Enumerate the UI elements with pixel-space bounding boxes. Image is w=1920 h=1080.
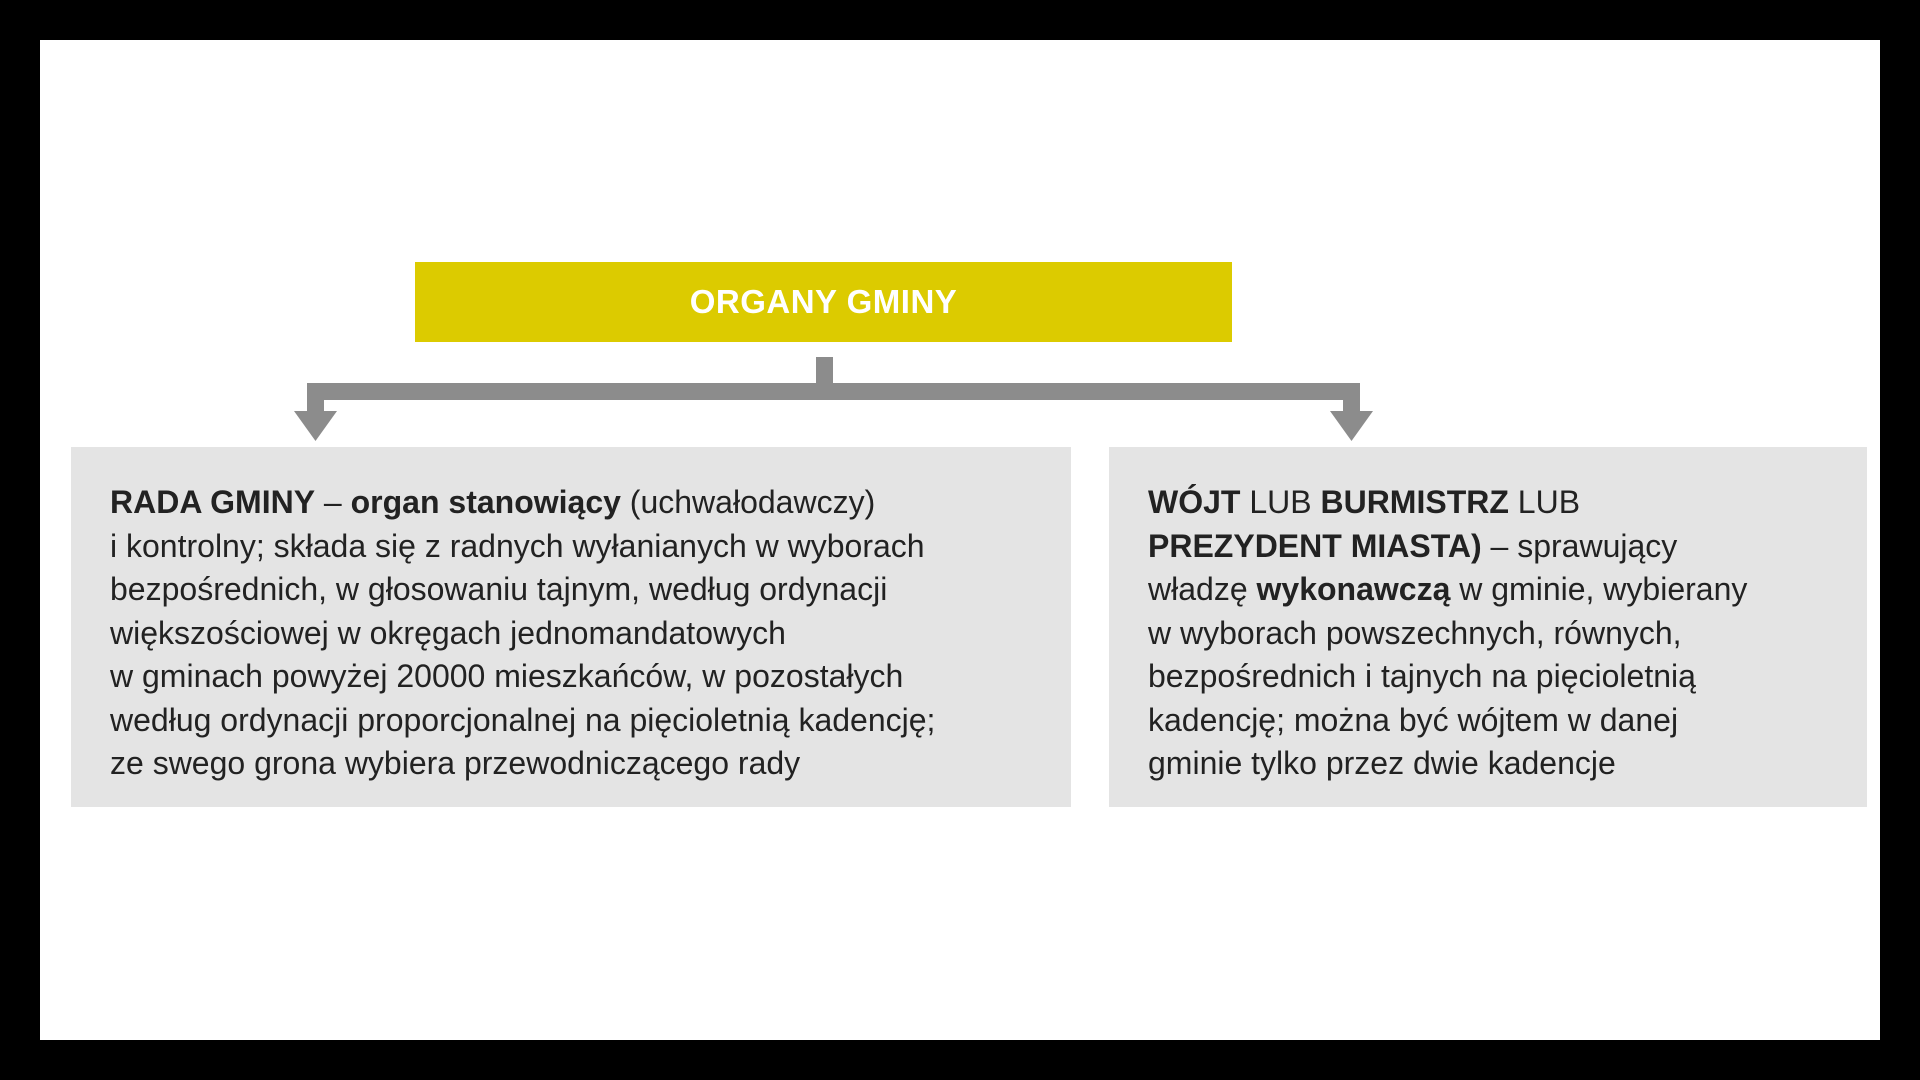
- title-box: [415, 262, 1232, 342]
- rada-gminy-role: organ stanowiący: [350, 484, 621, 520]
- rada-gminy-line-6: według ordynacji proporcjonalnej na pięcioletnią kadencję;: [110, 701, 936, 738]
- wojt-line-2: [1148, 525, 1847, 569]
- wojt-heading: WÓJT: [1148, 484, 1241, 520]
- rada-gminy-line-4: większościowej w okręgach jednomandatowych: [110, 614, 786, 651]
- wojt-line-2-rest: – sprawujący: [1481, 527, 1678, 564]
- rada-gminy-dash: –: [315, 484, 351, 520]
- right-arrow-shaft: [1343, 383, 1360, 411]
- prezydent-heading: PREZYDENT MIASTA): [1148, 527, 1482, 564]
- title-text: ORGANY GMINY: [689, 283, 958, 320]
- wojt-line-5: bezpośrednich i tajnych na pięcioletnią: [1148, 658, 1696, 694]
- rada-gminy-heading: RADA GMINY: [110, 484, 316, 520]
- right-arrow-head: [1330, 411, 1373, 441]
- left-arrow-shaft: [307, 383, 324, 411]
- wojt-line-6: kadencję; można być wójtem w danej: [1148, 701, 1679, 738]
- wojt-line-3-pre: władzę: [1148, 571, 1257, 607]
- rada-gminy-line-3: bezpośrednich, w głosowaniu tajnym, według ordynacji: [110, 571, 888, 607]
- rada-gminy-line-1: [110, 481, 1035, 525]
- wojt-box: [1109, 447, 1867, 807]
- connector-stem: [816, 357, 833, 383]
- wojt-line-3-rest: w gminie, wybierany: [1450, 571, 1748, 607]
- rada-gminy-line-2: i kontrolny; składa się z radnych wyłanianych w wyborach: [110, 527, 925, 564]
- wojt-lub-2: LUB: [1508, 484, 1581, 520]
- wojt-line-4: w wyborach powszechnych, równych,: [1148, 614, 1682, 651]
- left-arrow-head: [294, 411, 337, 441]
- rada-gminy-role-rest: (uchwałodawczy): [620, 484, 876, 520]
- wojt-line-7: gminie tylko przez dwie kadencje: [1148, 745, 1616, 781]
- wojt-lub-1: LUB: [1240, 484, 1321, 520]
- burmistrz-heading: BURMISTRZ: [1320, 484, 1509, 520]
- wojt-line-1: [1148, 481, 1847, 525]
- rada-gminy-box: [71, 447, 1071, 807]
- rada-gminy-line-5: w gminach powyżej 20000 mieszkańców, w pozostałych: [110, 658, 904, 694]
- connector-bar: [307, 383, 1360, 400]
- wojt-wykonawcza: wykonawczą: [1256, 571, 1451, 607]
- diagram-canvas: [40, 40, 1880, 1040]
- rada-gminy-line-7: ze swego grona wybiera przewodniczącego rady: [110, 745, 801, 781]
- wojt-line-3: [1148, 568, 1847, 612]
